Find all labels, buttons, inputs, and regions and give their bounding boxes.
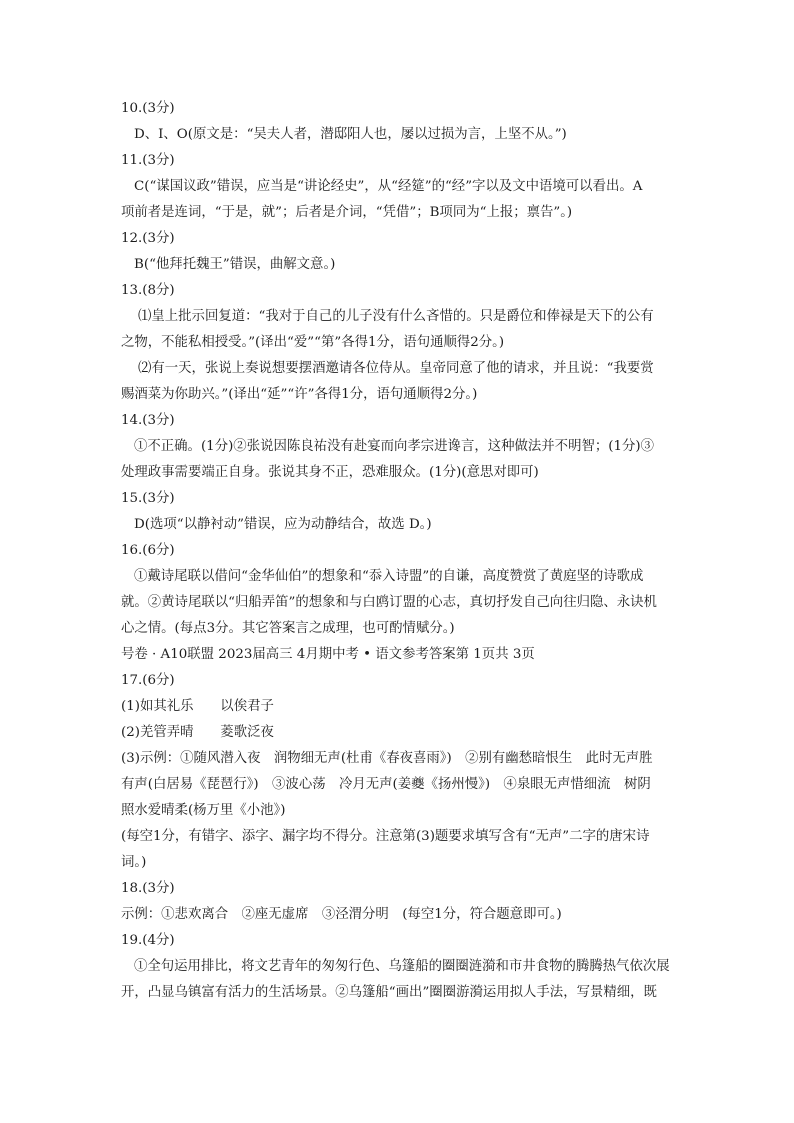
text-line: 处理政事需要端正自身。张说其身不正，恐难服众。(1分)(意思对即可) [121, 465, 539, 480]
text-line: 示例：①悲欢离合 ②座无虚席 ③泾渭分明 (每空1分，符合题意即可。) [121, 907, 562, 922]
text-line: 之物，不能私相授受。”(译出“爱”“第”各得1分，语句通顺得2分。) [121, 335, 505, 350]
page-footer-note: 号卷 · A10联盟 2023届高三 4月期中考 • 语文参考答案第 1页共 3页 [121, 647, 535, 662]
text-line: 13.(8分) [121, 283, 175, 298]
text-line: 心之情。(每点3分。其它答案言之成理，也可酌情赋分。) [121, 621, 455, 636]
text-line: ①全句运用排比，将文艺青年的匆匆行色、乌篷船的圈圈涟漪和市井食物的腾腾热气依次展 [134, 959, 670, 974]
text-line: ⑴皇上批示回复道：“我对于自己的儿子没有什么吝惜的。只是爵位和俸禄是天下的公有 [138, 309, 654, 324]
text-line: C(“谋国议政”错误，应当是“讲论经史”，从“经筵”的“经”字以及文中语境可以看出。A [134, 179, 643, 194]
text-line: 10.(3分) [121, 101, 175, 116]
text-line: 17.(6分) [121, 673, 175, 688]
text-line: D(选项“以静衬动”错误，应为动静结合，故选 D。) [134, 517, 432, 532]
text-line: ①戴诗尾联以借问“金华仙伯”的想象和“忝入诗盟”的自谦，高度赞赏了黄庭坚的诗歌成 [134, 569, 644, 584]
text-line: B(“他拜托魏王”错误，曲解文意。) [134, 257, 336, 272]
text-line: 赐酒菜为你助兴。”(译出“延”“许”各得1分，语句通顺得2分。) [121, 387, 478, 402]
text-line: 18.(3分) [121, 881, 175, 896]
text-line: 15.(3分) [121, 491, 175, 506]
text-line: 就。②黄诗尾联以“归船弄笛”的想象和与白鸥订盟的心志，真切抒发自己向往归隐、永诀机 [121, 595, 657, 610]
text-line: 项前者是连词，“于是，就”；后者是介词，“凭借”；B项同为“上报；禀告”。) [121, 205, 573, 220]
text-line: 19.(4分) [121, 933, 175, 948]
text-line: 12.(3分) [121, 231, 175, 246]
text-line: (2)羌管弄晴 菱歌泛夜 [121, 725, 274, 740]
text-line: 14.(3分) [121, 413, 175, 428]
text-line: D、I、O(原文是：“吴夫人者，潜邸阳人也，屡以过损为言，上坚不从。”) [134, 127, 567, 142]
text-line: 照水爱晴柔(杨万里《小池》) [121, 803, 286, 818]
text-line: (每空1分，有错字、添字、漏字均不得分。注意第(3)题要求填写含有“无声”二字的唐宋诗 [121, 829, 650, 844]
text-line: 词。) [121, 855, 147, 870]
text-line: 开，凸显乌镇富有活力的生活场景。②乌篷船“画出”圈圈游漪运用拟人手法，写景精细，既 [121, 985, 657, 1000]
text-line: (3)示例：①随风潜入夜 润物细无声(杜甫《春夜喜雨》) ②别有幽愁暗恨生 此时无声胜 [121, 751, 653, 766]
text-line: ⑵有一天，张说上奏说想要摆酒邀请各位侍从。皇帝同意了他的请求，并且说：“我要赏 [138, 361, 654, 376]
text-line: ①不正确。(1分)②张说因陈良祐没有赴宴而向孝宗进谗言，这种做法并不明智；(1分)③ [134, 439, 654, 454]
text-line: 11.(3分) [121, 153, 175, 168]
text-line: 有声(白居易《琵琶行》) ③波心荡 冷月无声(姜夔《扬州慢》) ④泉眼无声惜细流 树阴 [121, 777, 651, 792]
text-line: 16.(6分) [121, 543, 175, 558]
text-line: (1)如其礼乐 以俟君子 [121, 699, 274, 714]
